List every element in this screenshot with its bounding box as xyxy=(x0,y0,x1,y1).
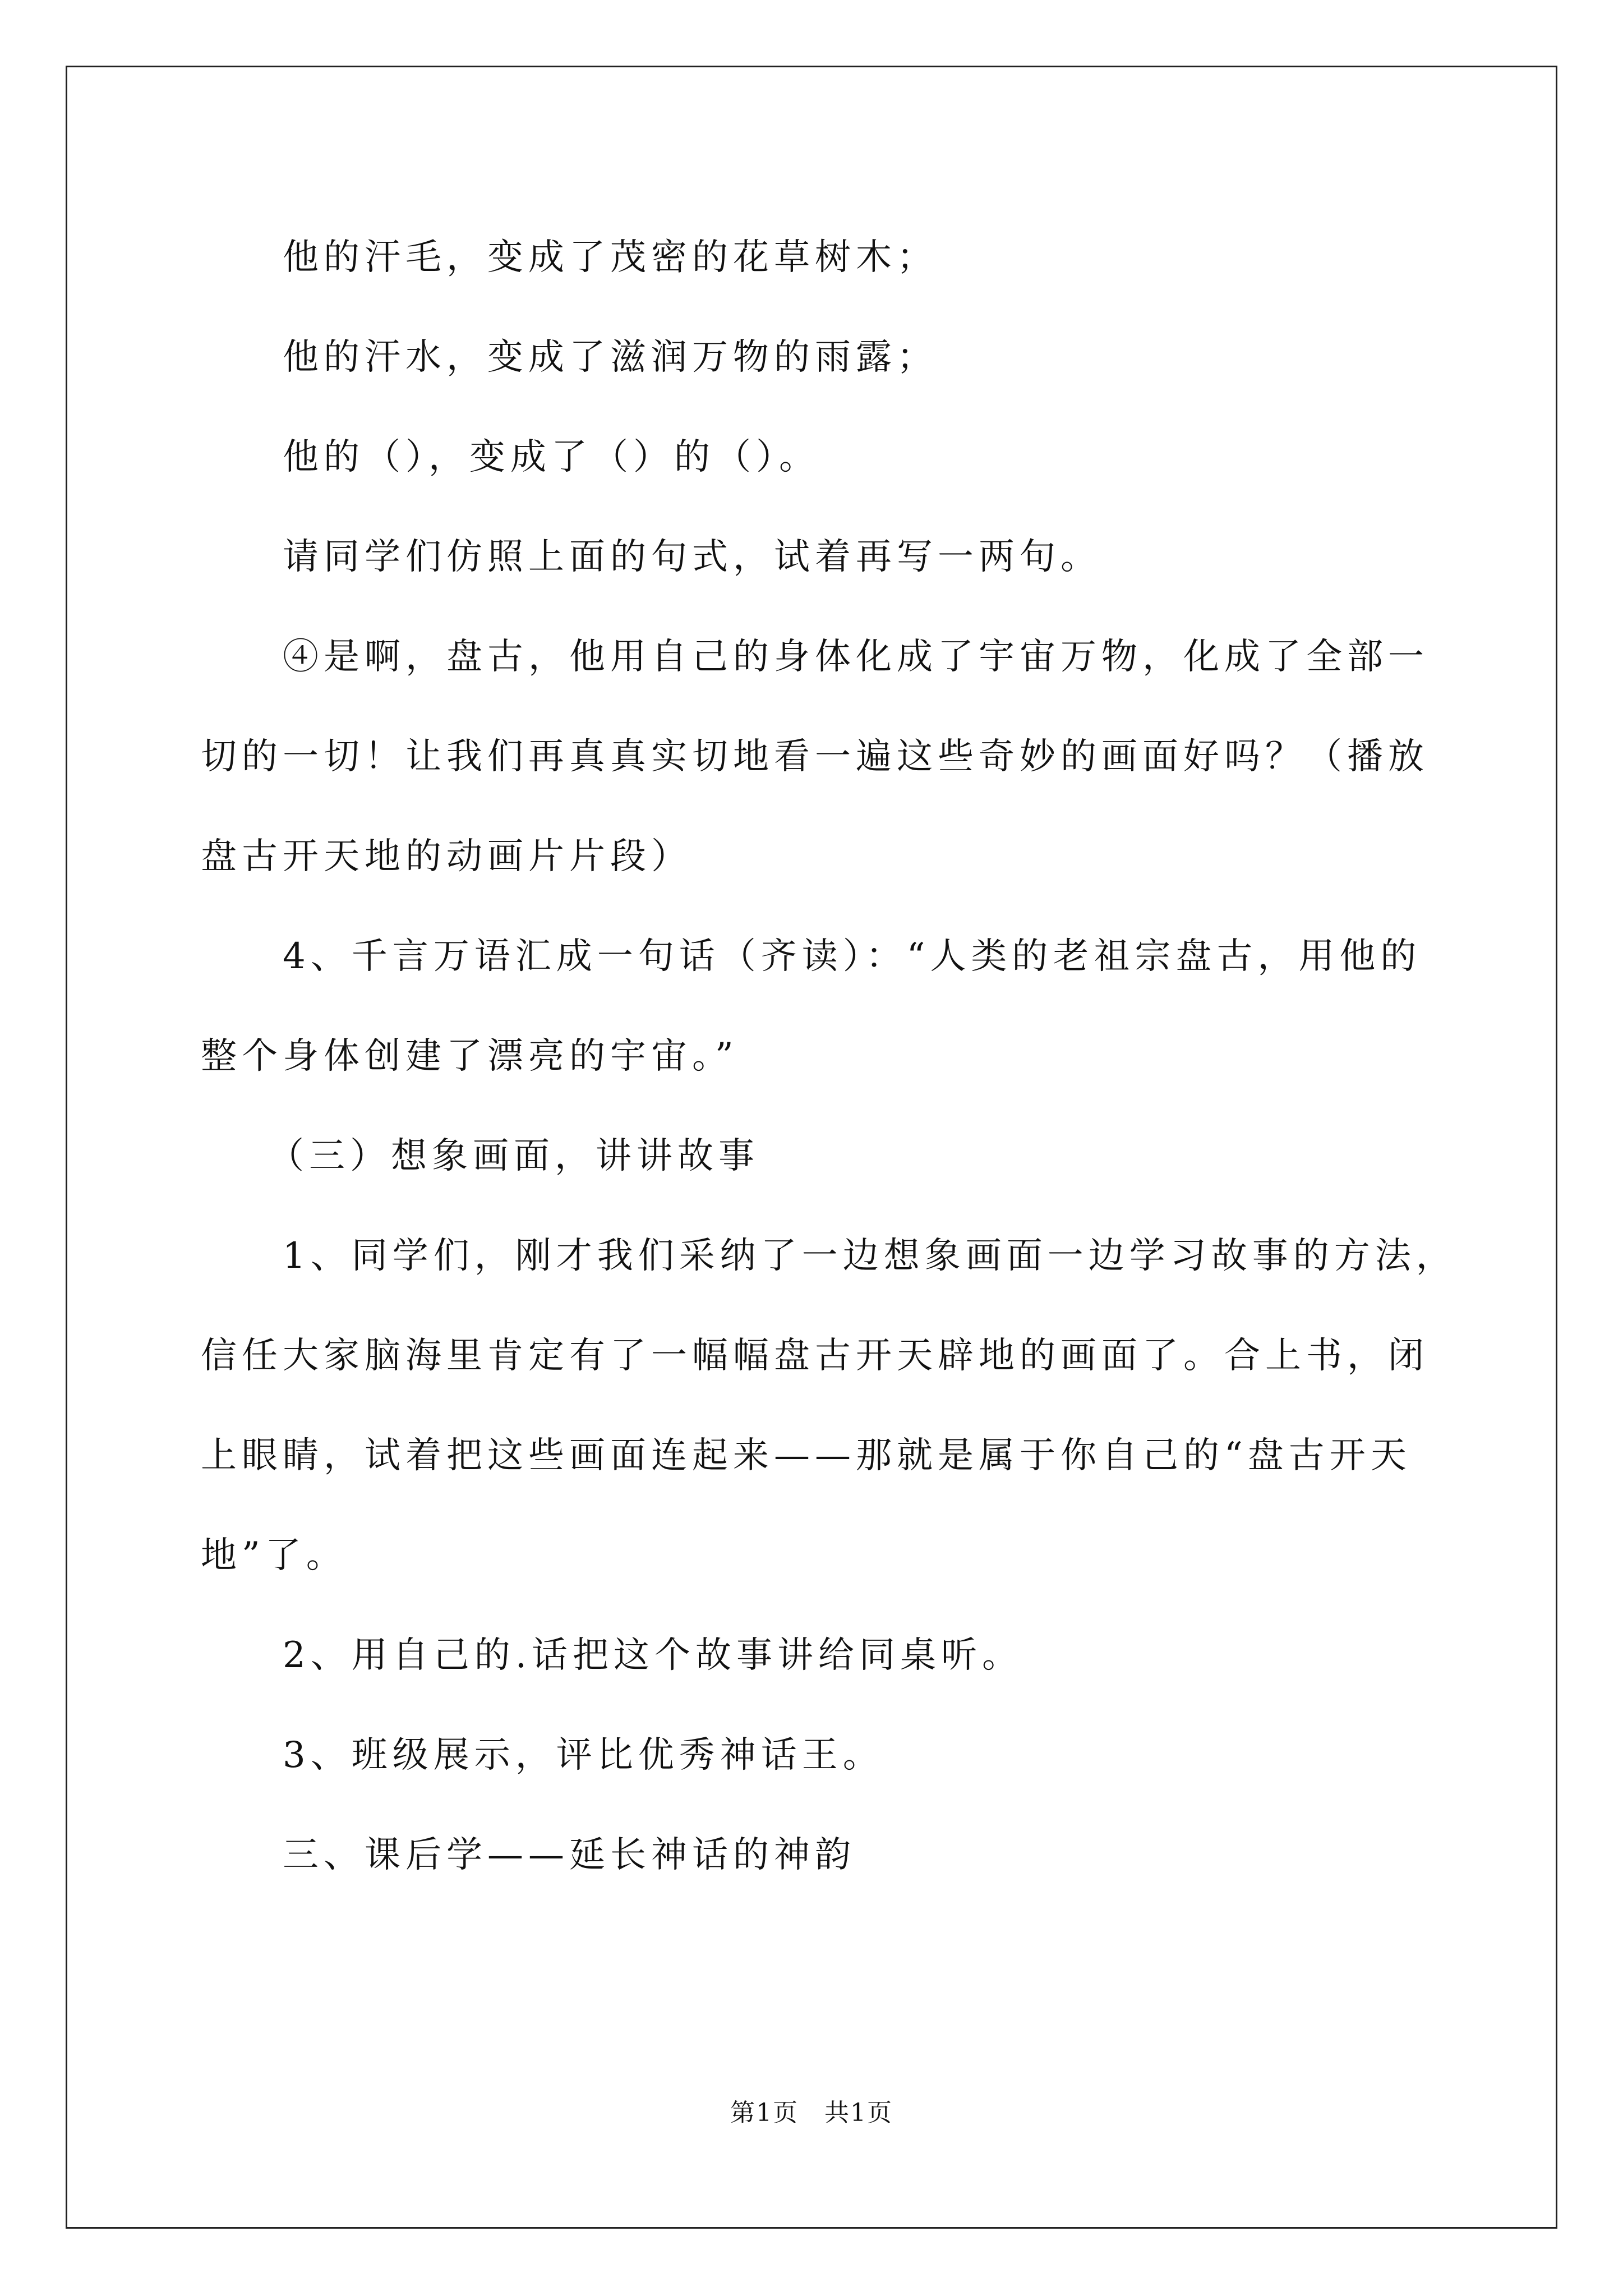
paragraph: 信任大家脑海里肯定有了一幅幅盘古开天辟地的画面了。合上书，闭 xyxy=(201,1335,1429,1377)
page-number-footer: 第1页 共1页 xyxy=(730,2099,893,2127)
paragraph: 他的汗毛，变成了茂密的花草树木； xyxy=(283,237,938,278)
paragraph: 他的汗水，变成了滋润万物的雨露； xyxy=(283,337,938,378)
paragraph: 整个身体创建了漂亮的宇宙。” xyxy=(201,1036,739,1077)
paragraph: 地”了。 xyxy=(201,1535,347,1576)
document-body xyxy=(201,208,1457,1905)
paragraph: 4、千言万语汇成一句话（齐读）：“人类的老祖宗盘古，用他的 xyxy=(283,936,1422,977)
paragraph: 2、用自己的.话把这个故事讲给同桌听。 xyxy=(283,1635,1023,1676)
paragraph: ④是啊，盘古，他用自己的身体化成了宇宙万物，化成了全部一 xyxy=(283,636,1429,678)
paragraph: 他的（），变成了（）的（）。 xyxy=(283,436,820,478)
paragraph: 上眼睛，试着把这些画面连起来——那就是属于你自己的“盘古开天 xyxy=(201,1435,1412,1476)
paragraph: 请同学们仿照上面的句式，试着再写一两句。 xyxy=(283,536,1101,578)
paragraph: 1、同学们，刚才我们采纳了一边想象画面一边学习故事的方法， xyxy=(283,1235,1457,1277)
paragraph: 切的一切！让我们再真真实切地看一遍这些奇妙的画面好吗？（播放 xyxy=(201,736,1429,777)
section-heading: （三）想象画面，讲讲故事 xyxy=(268,1135,759,1177)
section-heading: 三、课后学——延长神话的神韵 xyxy=(283,1834,856,1876)
paragraph: 盘古开天地的动画片片段） xyxy=(201,836,692,877)
paragraph: 3、班级展示，评比优秀神话王。 xyxy=(283,1734,884,1776)
